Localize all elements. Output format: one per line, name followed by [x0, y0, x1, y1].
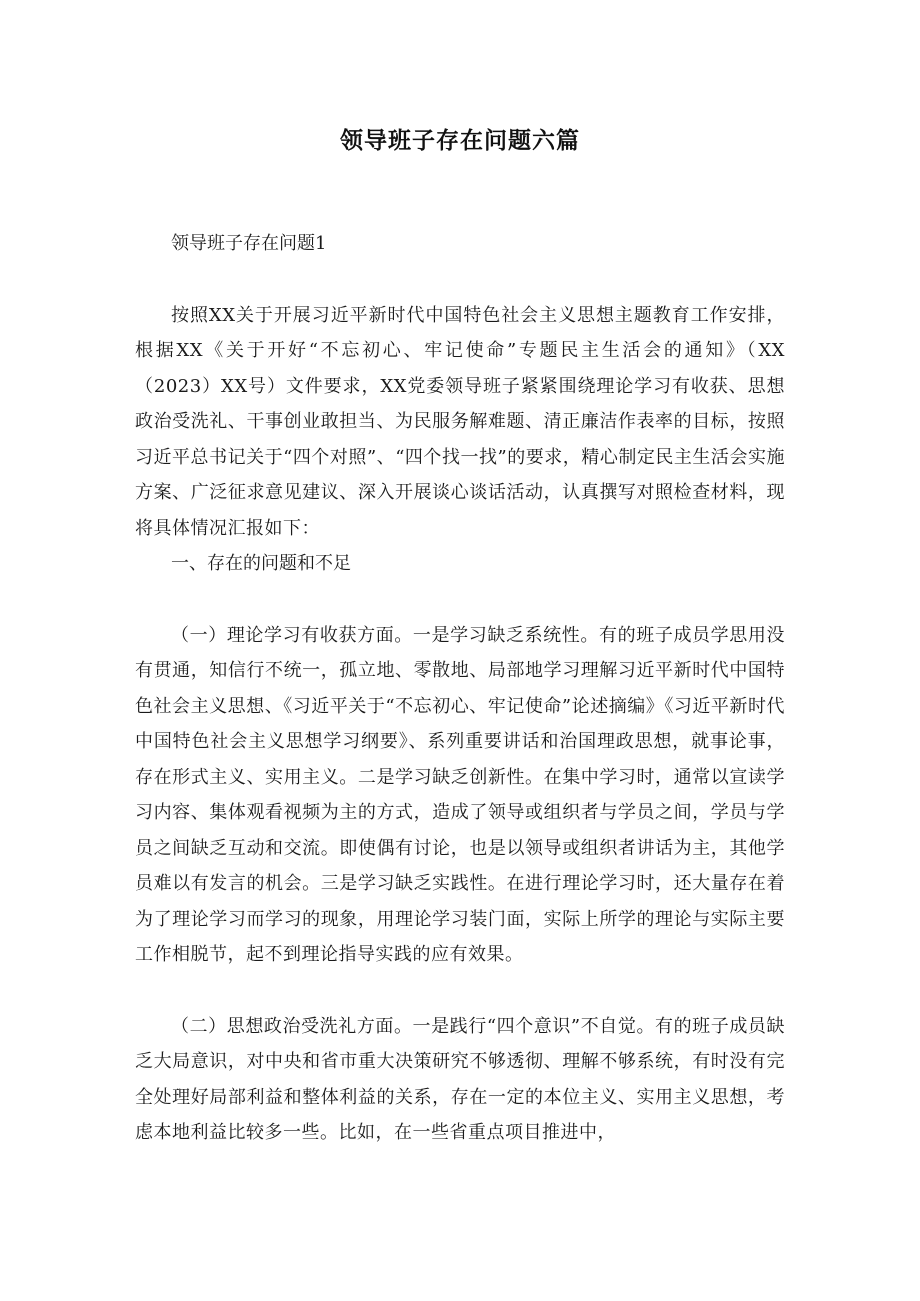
paragraph-theory-study: （一）理论学习有收获方面。一是学习缺乏系统性。有的班子成员学思用没有贯通，知信行不统一，孤立地、零散地、局部地学习理解习近平新时代中国特色社会主义思想、《习近平关于“不忘初心、牢记使命”论述摘编》《习近平新时代中国特色社会主义思想学习纲要》、系列重要讲话和治国理政思想，就事论事，存在形式主义、实用主义。二是学习缺乏创新性。在集中学习时，通常以宣读学习内容、集体观看视频为主的方式，造成了领导或组织者与学员之间，学员与学员之间缺乏互动和交流。即使偶有讨论，也是以领导或组织者讲话为主，其他学员难以有发言的机会。三是学习缺乏实践性。在进行理论学习时，还大量存在着为了理论学习而学习的现象，用理论学习装门面，实际上所学的理论与实际主要工作相脱节，起不到理论指导实践的应有效果。: [135, 624, 785, 965]
document-title: 领导班子存在问题六篇: [340, 128, 580, 154]
paragraph-political-thought: （二）思想政治受洗礼方面。一是践行“四个意识”不自觉。有的班子成员缺乏大局意识，对中央和省市重大决策研究不够透彻、理解不够系统，有时没有完全处理好局部利益和整体利益的关系，存在一定的本位主义、实用主义思想，考虑本地利益比较多一些。比如，在一些省重点项目推进中，: [135, 1015, 785, 1143]
heading-problems: 一、存在的问题和不足: [171, 553, 351, 574]
section-title: 领导班子存在问题1: [171, 233, 327, 254]
document-body: [135, 226, 785, 1151]
intro-paragraph: 按照XX关于开展习近平新时代中国特色社会主义思想主题教育工作安排，根据XX《关于开好“不忘初心、牢记使命”专题民主生活会的通知》（XX（2023）XX号）文件要求，XX党委领导班子紧紧围绕理论学习有收获、思想政治受洗礼、干事创业敢担当、为民服务解难题、清正廉洁作表率的目标，按照习近平总书记关于“四个对照”、“四个找一找”的要求，精心制定民主生活会实施方案、广泛征求意见建议、深入开展谈心谈话活动，认真撰写对照检查材料，现将具体情况汇报如下：: [135, 304, 785, 539]
